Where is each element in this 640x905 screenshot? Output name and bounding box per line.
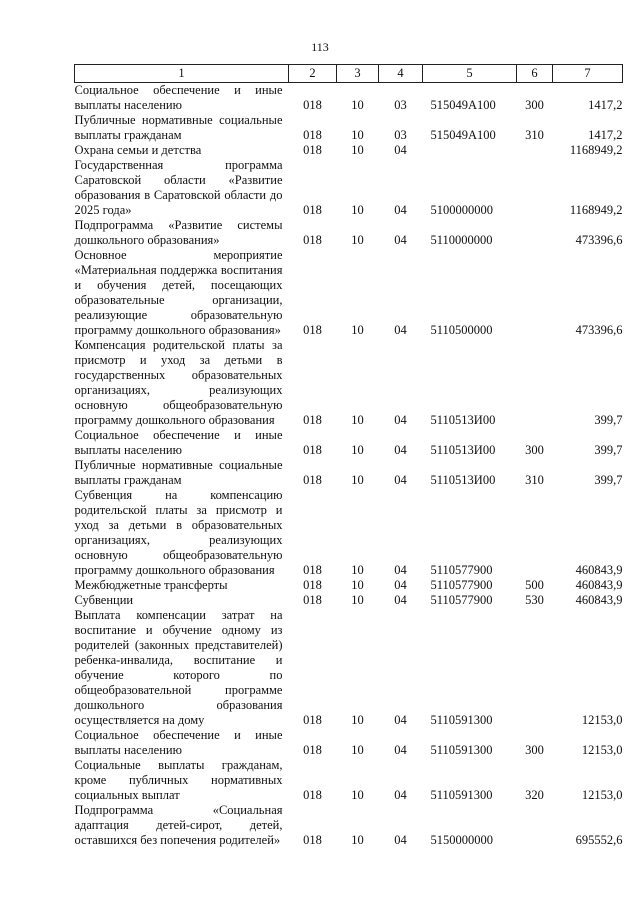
- row-subsection: 04: [394, 833, 407, 847]
- row-section: 10: [351, 473, 364, 487]
- row-subsection: 04: [394, 323, 407, 337]
- row-section: 10: [351, 443, 364, 457]
- row-name: Межбюджетные трансферты: [74, 578, 228, 592]
- row-expense-type: 300: [525, 98, 544, 112]
- row-amount: 12153,0: [581, 713, 623, 727]
- row-admin-code: 018: [303, 473, 322, 487]
- row-subsection: 04: [394, 413, 407, 427]
- row-subsection: 04: [394, 143, 407, 157]
- row-section: 10: [351, 593, 364, 607]
- row-admin-code: 018: [303, 443, 322, 457]
- table-row: [75, 428, 623, 458]
- row-name: Подпрограмма «Развитие системы дошкольного образования»: [74, 218, 283, 247]
- row-subsection: 04: [394, 203, 407, 217]
- row-expense-type: 500: [525, 578, 544, 592]
- row-subsection: 03: [394, 98, 407, 112]
- row-target-article: 5110513И00: [430, 473, 496, 487]
- row-expense-type: 320: [525, 788, 544, 802]
- row-amount: 1417,2: [588, 128, 623, 142]
- table-row: [75, 728, 623, 758]
- header-col-6: 6: [517, 65, 553, 83]
- table-row: [75, 608, 623, 728]
- row-admin-code: 018: [303, 743, 322, 757]
- row-section: 10: [351, 743, 364, 757]
- row-section: 10: [351, 143, 364, 157]
- row-name: Субвенции: [74, 593, 134, 607]
- table-row: [75, 758, 623, 803]
- row-admin-code: 018: [303, 788, 322, 802]
- table-row: [75, 578, 623, 593]
- table-row: [75, 593, 623, 608]
- row-subsection: 04: [394, 713, 407, 727]
- row-admin-code: 018: [303, 98, 322, 112]
- row-amount: 695552,6: [575, 833, 623, 847]
- row-expense-type: [517, 218, 553, 248]
- row-name: Социальное обеспечение и иные выплаты населению: [74, 83, 283, 112]
- row-amount: 399,7: [594, 473, 623, 487]
- row-name: Основное мероприятие «Материальная поддержка воспитания и обучения детей, посещающих образовательные организации, реализующие образовательную программу дошкольного образования»: [74, 248, 283, 337]
- row-amount: 473396,6: [575, 233, 623, 247]
- table-row: [75, 83, 623, 114]
- row-target-article: 5100000000: [430, 203, 493, 217]
- row-admin-code: 018: [303, 323, 322, 337]
- table-body: [75, 83, 623, 849]
- row-expense-type: [517, 488, 553, 578]
- row-expense-type: 310: [525, 473, 544, 487]
- row-expense-type: [517, 803, 553, 848]
- row-target-article: 5110577900: [430, 563, 493, 577]
- row-name: Государственная программа Саратовской области «Развитие образования в Саратовской области до 2025 года»: [74, 158, 283, 217]
- header-col-5: 5: [423, 65, 517, 83]
- row-expense-type: [517, 248, 553, 338]
- row-subsection: 04: [394, 743, 407, 757]
- row-section: 10: [351, 128, 364, 142]
- row-name: Выплата компенсации затрат на воспитание и обучение одному из родителей (законных представителей) ребенка-инвалида, воспитание и обучение которого по общеобразовательной программе дошкольного образования осуществляется на дому: [74, 608, 283, 727]
- header-col-4: 4: [379, 65, 423, 83]
- row-expense-type: 300: [525, 443, 544, 457]
- row-name: Социальное обеспечение и иные выплаты населению: [74, 728, 283, 757]
- row-name: Субвенция на компенсацию родительской платы за присмотр и уход за детьми в образовательных организациях, реализующих основную общеобразовательную программу дошкольного образования: [74, 488, 283, 577]
- row-amount: 1168949,2: [569, 203, 623, 217]
- row-target-article: 5110513И00: [430, 413, 496, 427]
- header-row: [75, 65, 623, 83]
- row-expense-type: 530: [525, 593, 544, 607]
- row-target-article: 5110577900: [430, 578, 493, 592]
- row-admin-code: 018: [303, 233, 322, 247]
- row-target-article: 5110513И00: [430, 443, 496, 457]
- row-amount: 473396,6: [575, 323, 623, 337]
- budget-table: [74, 64, 623, 848]
- row-amount: 12153,0: [581, 788, 623, 802]
- row-name: Подпрограмма «Социальная адаптация детей-сирот, детей, оставшихся без попечения родителей»: [74, 803, 283, 847]
- table-row: [75, 458, 623, 488]
- row-admin-code: 018: [303, 833, 322, 847]
- row-admin-code: 018: [303, 143, 322, 157]
- table-row: [75, 338, 623, 428]
- row-section: 10: [351, 323, 364, 337]
- row-expense-type: [517, 338, 553, 428]
- row-admin-code: 018: [303, 578, 322, 592]
- row-subsection: 04: [394, 593, 407, 607]
- row-section: 10: [351, 713, 364, 727]
- row-admin-code: 018: [303, 128, 322, 142]
- row-target-article: 5110000000: [430, 233, 493, 247]
- row-amount: 399,7: [594, 413, 623, 427]
- row-subsection: 04: [394, 473, 407, 487]
- header-col-3: 3: [337, 65, 379, 83]
- row-subsection: 04: [394, 443, 407, 457]
- row-section: 10: [351, 98, 364, 112]
- row-section: 10: [351, 233, 364, 247]
- row-target-article: 515049А100: [430, 98, 496, 112]
- row-target-article: 515049А100: [430, 128, 496, 142]
- row-amount: 399,7: [594, 443, 623, 457]
- header-col-1: 1: [75, 65, 289, 83]
- row-name: Социальные выплаты гражданам, кроме публичных нормативных социальных выплат: [74, 758, 283, 802]
- row-admin-code: 018: [303, 203, 322, 217]
- row-name: Компенсация родительской платы за присмотр и уход за детьми в государственных образовательных организациях, реализующих основную общеобразовательную программу дошкольного образования: [74, 338, 283, 427]
- row-expense-type: 310: [525, 128, 544, 142]
- row-admin-code: 018: [303, 713, 322, 727]
- row-amount: 460843,9: [575, 578, 623, 592]
- row-target-article: 5110591300: [430, 743, 493, 757]
- row-amount: 460843,9: [575, 563, 623, 577]
- row-section: 10: [351, 788, 364, 802]
- table-row: [75, 143, 623, 158]
- table-row: [75, 248, 623, 338]
- table-row: [75, 218, 623, 248]
- row-subsection: 03: [394, 128, 407, 142]
- row-target-article: 5110591300: [430, 713, 493, 727]
- row-section: 10: [351, 833, 364, 847]
- row-subsection: 04: [394, 233, 407, 247]
- table-row: [75, 488, 623, 578]
- row-subsection: 04: [394, 563, 407, 577]
- row-expense-type: [517, 608, 553, 728]
- row-section: 10: [351, 563, 364, 577]
- row-amount: 1168949,2: [569, 143, 623, 157]
- row-target-article: 5110500000: [430, 323, 493, 337]
- row-section: 10: [351, 413, 364, 427]
- header-col-7: 7: [553, 65, 623, 83]
- row-subsection: 04: [394, 788, 407, 802]
- row-admin-code: 018: [303, 593, 322, 607]
- row-amount: 12153,0: [581, 743, 623, 757]
- row-section: 10: [351, 203, 364, 217]
- row-name: Публичные нормативные социальные выплаты гражданам: [74, 113, 283, 142]
- row-target-article: 5150000000: [430, 833, 493, 847]
- row-name: Охрана семьи и детства: [74, 143, 202, 157]
- row-expense-type: [517, 143, 553, 158]
- row-section: 10: [351, 578, 364, 592]
- table-row: [75, 113, 623, 143]
- row-target-article: 5110577900: [430, 593, 493, 607]
- table-row: [75, 803, 623, 848]
- row-expense-type: [517, 158, 553, 218]
- header-col-2: 2: [289, 65, 337, 83]
- row-target-article: [423, 143, 517, 158]
- row-admin-code: 018: [303, 413, 322, 427]
- row-name: Публичные нормативные социальные выплаты гражданам: [74, 458, 283, 487]
- row-amount: 460843,9: [575, 593, 623, 607]
- table-row: [75, 158, 623, 218]
- row-name: Социальное обеспечение и иные выплаты населению: [74, 428, 283, 457]
- row-amount: 1417,2: [588, 98, 623, 112]
- page-number: 113: [311, 40, 329, 54]
- row-admin-code: 018: [303, 563, 322, 577]
- row-expense-type: 300: [525, 743, 544, 757]
- row-target-article: 5110591300: [430, 788, 493, 802]
- row-subsection: 04: [394, 578, 407, 592]
